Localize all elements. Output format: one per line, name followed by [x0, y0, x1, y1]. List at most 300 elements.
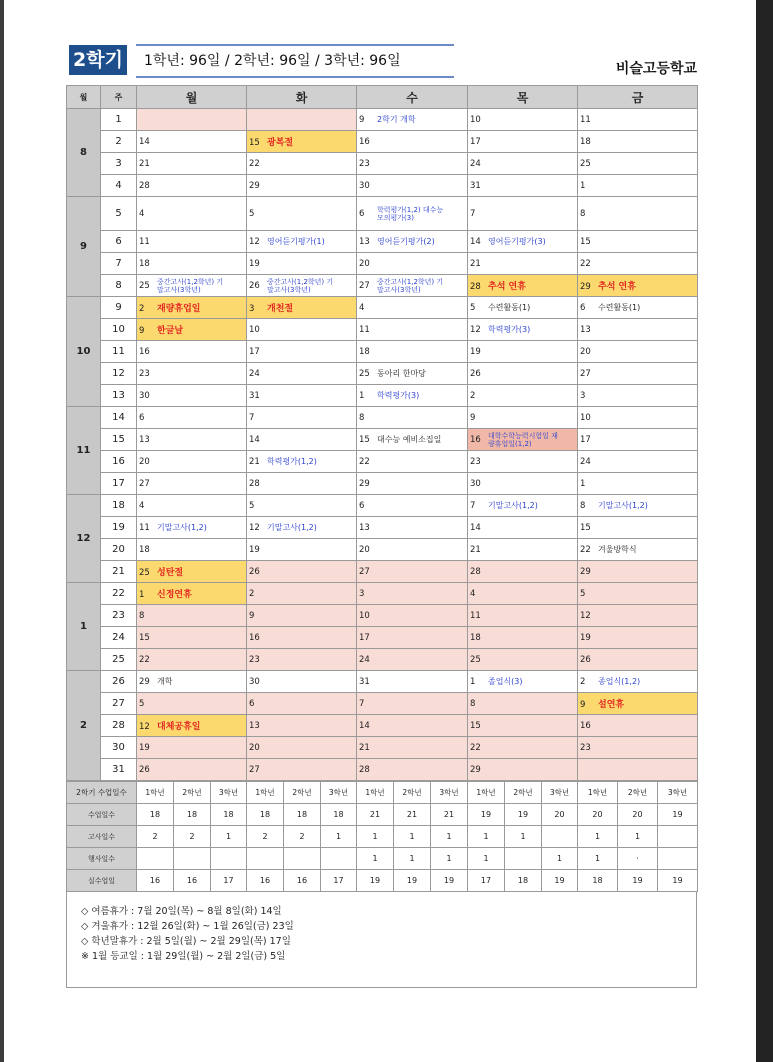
day-cell-fri	[578, 715, 698, 737]
event-label: 설연휴	[598, 700, 625, 710]
stats-value: 17	[211, 870, 247, 892]
day-cell-tue	[247, 341, 357, 363]
day-number: 7	[359, 698, 365, 709]
day-number: 2	[249, 588, 255, 599]
grade-header: 2학년	[174, 782, 211, 804]
day-cell-mon	[137, 605, 247, 627]
day-cell-mon	[137, 715, 247, 737]
day-cell-mon	[137, 429, 247, 451]
day-cell-thu	[468, 583, 578, 605]
week-number: 17	[101, 473, 137, 495]
week-number: 12	[101, 363, 137, 385]
day-cell-tue	[247, 759, 357, 781]
day-cell-thu	[468, 715, 578, 737]
day-cell-fri	[578, 231, 698, 253]
grade-header: 1학년	[357, 782, 394, 804]
stats-value: 20	[618, 804, 658, 826]
day-cell-thu	[468, 605, 578, 627]
day-number: 29	[139, 677, 150, 687]
day-number: 29	[580, 566, 591, 577]
stats-value: 2	[247, 826, 284, 848]
day-cell-tue	[247, 231, 357, 253]
day-number: 29	[359, 478, 370, 489]
day-cell-fri	[578, 539, 698, 561]
school-name: 비슬고등학교	[615, 61, 697, 77]
stats-value: 18	[211, 804, 247, 826]
stats-value: 16	[247, 870, 284, 892]
stats-value: 18	[321, 804, 357, 826]
day-cell-wed	[357, 759, 468, 781]
week-number: 16	[101, 451, 137, 473]
day-number: 17	[470, 136, 481, 147]
week-row	[67, 109, 698, 131]
document-page	[4, 0, 756, 1062]
event-label: 기말고사(1,2)	[157, 523, 207, 532]
day-number: 5	[249, 500, 255, 511]
day-number: 9	[249, 610, 255, 621]
day-number: 3	[359, 588, 365, 599]
day-cell-tue	[247, 275, 357, 297]
day-cell-fri	[578, 341, 698, 363]
day-cell-wed	[357, 385, 468, 407]
day-cell-wed	[357, 319, 468, 341]
stats-value: 18	[578, 870, 618, 892]
day-cell-mon	[137, 131, 247, 153]
day-number: 14	[470, 237, 481, 247]
day-cell-mon	[137, 385, 247, 407]
day-cell-tue	[247, 363, 357, 385]
day-cell-fri	[578, 473, 698, 495]
day-number: 23	[580, 742, 591, 753]
day-header-mon: 월	[137, 86, 247, 109]
stats-row-label: 고사일수	[67, 826, 137, 848]
day-cell-fri	[578, 363, 698, 385]
stats-value: 1	[578, 826, 618, 848]
day-cell-fri	[578, 627, 698, 649]
day-cell-wed	[357, 737, 468, 759]
stats-value: 1	[357, 848, 394, 870]
day-number: 9	[359, 115, 365, 125]
event-label: 학력평가(3)	[488, 325, 531, 334]
day-cell-fri	[578, 109, 698, 131]
day-number: 22	[139, 654, 150, 665]
day-number: 18	[139, 544, 150, 555]
week-number: 4	[101, 175, 137, 197]
day-cell-tue	[247, 319, 357, 341]
stats-row-label: 수업일수	[67, 804, 137, 826]
day-cell-wed	[357, 495, 468, 517]
day-number: 26	[249, 281, 260, 291]
day-cell-tue	[247, 715, 357, 737]
day-cell-thu	[468, 451, 578, 473]
stats-value	[542, 826, 578, 848]
day-cell-tue	[247, 253, 357, 275]
event-label: 신정연휴	[157, 590, 192, 600]
day-cell-wed	[357, 175, 468, 197]
stats-value: 21	[394, 804, 431, 826]
day-number: 6	[249, 698, 255, 709]
week-number: 28	[101, 715, 137, 737]
day-number: 12	[470, 325, 481, 335]
week-row	[67, 671, 698, 693]
month-header: 월	[67, 86, 101, 109]
day-number: 20	[139, 456, 150, 467]
day-cell-fri	[578, 131, 698, 153]
day-number: 8	[359, 412, 365, 423]
stats-value: 1	[618, 826, 658, 848]
day-number: 18	[580, 136, 591, 147]
day-number: 22	[470, 742, 481, 753]
event-label: 2학기 개학	[377, 115, 416, 124]
day-cell-thu	[468, 253, 578, 275]
event-label: 광복절	[267, 138, 294, 148]
day-number: 27	[249, 764, 260, 775]
stats-value: 1	[394, 826, 431, 848]
stats-header-label: 2학기 수업일수	[67, 782, 137, 804]
day-cell-fri	[578, 197, 698, 231]
day-cell-wed	[357, 253, 468, 275]
grade-header: 1학년	[137, 782, 174, 804]
day-cell-mon	[137, 517, 247, 539]
day-number: 4	[359, 302, 365, 313]
day-number: 7	[249, 412, 255, 423]
day-number: 15	[470, 720, 481, 731]
day-cell-tue	[247, 109, 357, 131]
day-cell-thu	[468, 197, 578, 231]
month-label: 9	[67, 197, 101, 297]
day-number: 13	[249, 720, 260, 731]
day-number: 21	[470, 258, 481, 269]
event-label: 중간고사(1,2학년) 기말고사(3학년)	[267, 277, 334, 294]
day-number: 30	[249, 676, 260, 687]
event-label: 졸업식(3)	[488, 677, 523, 686]
day-number: 18	[470, 632, 481, 643]
day-number: 20	[359, 258, 370, 269]
event-label: 겨울방학식	[598, 545, 637, 554]
day-number: 12	[249, 237, 260, 247]
stats-value: 17	[321, 870, 357, 892]
day-cell-tue	[247, 473, 357, 495]
day-number: 14	[359, 720, 370, 731]
week-row	[67, 561, 698, 583]
stats-value	[137, 848, 174, 870]
day-cell-wed	[357, 341, 468, 363]
day-cell-mon	[137, 693, 247, 715]
day-cell-mon	[137, 275, 247, 297]
day-number: 23	[139, 368, 150, 379]
day-number: 20	[359, 544, 370, 555]
grade-header: 2학년	[284, 782, 321, 804]
day-cell-tue	[247, 517, 357, 539]
day-number: 8	[580, 208, 586, 219]
stats-value: 17	[468, 870, 505, 892]
stats-value	[505, 848, 542, 870]
event-label: 수련활동(1)	[488, 303, 531, 312]
event-label: 수련활동(1)	[598, 303, 641, 312]
day-cell-fri	[578, 319, 698, 341]
day-number: 26	[139, 764, 150, 775]
day-number: 16	[359, 136, 370, 147]
stats-value	[174, 848, 211, 870]
event-label: 학력평가(1,2)	[267, 457, 317, 466]
day-number: 19	[249, 258, 260, 269]
stats-value: 20	[578, 804, 618, 826]
grade-header: 3학년	[542, 782, 578, 804]
day-cell-tue	[247, 605, 357, 627]
week-number: 30	[101, 737, 137, 759]
day-cell-thu	[468, 693, 578, 715]
day-number: 16	[580, 720, 591, 731]
day-number: 24	[470, 158, 481, 169]
day-number: 24	[580, 456, 591, 467]
day-cell-fri	[578, 275, 698, 297]
day-header-fri: 금	[578, 86, 698, 109]
stats-row-label: 실수업일	[67, 870, 137, 892]
day-number: 31	[249, 390, 260, 401]
week-row	[67, 153, 698, 175]
stats-value: 1	[578, 848, 618, 870]
week-row	[67, 363, 698, 385]
stats-value: 2	[137, 826, 174, 848]
day-cell-mon	[137, 363, 247, 385]
day-number: 17	[580, 434, 591, 445]
day-cell-fri	[578, 297, 698, 319]
week-row	[67, 319, 698, 341]
stats-value: 16	[174, 870, 211, 892]
event-label: 기말고사(1,2)	[488, 501, 538, 510]
grade-header: 1학년	[578, 782, 618, 804]
day-cell-thu	[468, 275, 578, 297]
event-label: 종업식(1,2)	[598, 677, 641, 686]
day-cell-tue	[247, 495, 357, 517]
day-number: 7	[470, 208, 476, 219]
day-number: 15	[249, 138, 260, 148]
day-number: 4	[139, 208, 145, 219]
day-number: 1	[470, 677, 476, 687]
day-cell-mon	[137, 671, 247, 693]
day-number: 19	[470, 346, 481, 357]
day-cell-fri	[578, 561, 698, 583]
day-number: 2	[580, 677, 586, 687]
stats-value: 19	[542, 870, 578, 892]
day-number: 12	[249, 523, 260, 533]
day-cell-thu	[468, 131, 578, 153]
day-number: 29	[580, 282, 591, 292]
day-cell-tue	[247, 649, 357, 671]
day-cell-wed	[357, 407, 468, 429]
event-label: 중간고사(1,2학년) 기말고사(3학년)	[377, 277, 444, 294]
day-cell-fri	[578, 495, 698, 517]
day-cell-thu	[468, 175, 578, 197]
event-label: 영어듣기평가(2)	[377, 237, 435, 246]
day-cell-wed	[357, 363, 468, 385]
day-cell-wed	[357, 649, 468, 671]
day-cell-thu	[468, 517, 578, 539]
event-label: 학력평가(1,2) 대수능모의평가(3)	[377, 205, 444, 222]
week-number: 15	[101, 429, 137, 451]
day-number: 1	[580, 180, 586, 191]
week-number: 14	[101, 407, 137, 429]
day-cell-fri	[578, 253, 698, 275]
stats-value	[658, 826, 698, 848]
day-number: 31	[470, 180, 481, 191]
day-cell-thu	[468, 319, 578, 341]
stats-value: 1	[431, 848, 468, 870]
notes-box	[66, 892, 697, 988]
day-cell-thu	[468, 737, 578, 759]
day-number: 3	[249, 304, 255, 314]
week-number: 5	[101, 197, 137, 231]
day-cell-tue	[247, 197, 357, 231]
event-label: 동아리 한마당	[377, 369, 426, 378]
day-cell-thu	[468, 385, 578, 407]
day-number: 25	[470, 654, 481, 665]
day-cell-wed	[357, 297, 468, 319]
week-row	[67, 583, 698, 605]
month-label: 2	[67, 671, 101, 781]
event-label: 대체공휴일	[157, 722, 201, 732]
week-row	[67, 693, 698, 715]
day-number: 10	[359, 610, 370, 621]
grade-header: 3학년	[431, 782, 468, 804]
day-number: 12	[580, 610, 591, 621]
day-number: 4	[470, 588, 476, 599]
event-label: 학력평가(3)	[377, 391, 420, 400]
day-number: 13	[359, 522, 370, 533]
day-number: 25	[139, 568, 150, 578]
day-cell-wed	[357, 473, 468, 495]
day-number: 14	[139, 136, 150, 147]
day-number: 11	[139, 236, 150, 247]
week-number: 6	[101, 231, 137, 253]
stats-table	[66, 781, 698, 892]
week-row	[67, 341, 698, 363]
day-number: 21	[470, 544, 481, 555]
week-number: 23	[101, 605, 137, 627]
stats-value: 1	[505, 826, 542, 848]
day-number: 5	[139, 698, 145, 709]
day-cell-fri	[578, 605, 698, 627]
week-number: 18	[101, 495, 137, 517]
event-label: 재량휴업일	[157, 304, 201, 314]
week-row	[67, 429, 698, 451]
week-row	[67, 175, 698, 197]
event-label: 추석 연휴	[488, 282, 526, 292]
day-cell-tue	[247, 153, 357, 175]
stats-value: 19	[468, 804, 505, 826]
day-cell-mon	[137, 737, 247, 759]
day-cell-tue	[247, 561, 357, 583]
event-label: 중간고사(1,2학년) 기말고사(3학년)	[157, 277, 224, 294]
stats-value: 19	[658, 870, 698, 892]
week-row	[67, 715, 698, 737]
day-number: 28	[470, 282, 481, 292]
day-cell-thu	[468, 341, 578, 363]
day-cell-mon	[137, 153, 247, 175]
stats-row	[67, 826, 698, 848]
event-label: 추석 연휴	[598, 282, 636, 292]
week-number: 21	[101, 561, 137, 583]
day-number: 1	[139, 590, 145, 600]
day-cell-thu	[468, 539, 578, 561]
day-number: 11	[359, 324, 370, 335]
day-number: 6	[359, 500, 365, 511]
day-cell-thu	[468, 473, 578, 495]
day-cell-mon	[137, 495, 247, 517]
day-cell-fri	[578, 407, 698, 429]
day-cell-fri	[578, 153, 698, 175]
day-cell-fri	[578, 759, 698, 781]
day-number: 6	[139, 412, 145, 423]
stats-value	[247, 848, 284, 870]
day-number: 9	[580, 700, 586, 710]
day-number: 15	[139, 632, 150, 643]
stats-value: 2	[284, 826, 321, 848]
stats-value: 16	[284, 870, 321, 892]
day-cell-thu	[468, 649, 578, 671]
stats-value: ·	[618, 848, 658, 870]
day-cell-wed	[357, 715, 468, 737]
week-row	[67, 407, 698, 429]
day-cell-wed	[357, 275, 468, 297]
day-cell-mon	[137, 451, 247, 473]
day-cell-mon	[137, 539, 247, 561]
term-badge: 2학기	[69, 45, 127, 75]
day-number: 26	[249, 566, 260, 577]
day-cell-tue	[247, 407, 357, 429]
day-cell-tue	[247, 297, 357, 319]
week-row	[67, 759, 698, 781]
calendar-table	[66, 85, 698, 781]
stats-value: 21	[431, 804, 468, 826]
day-number: 22	[249, 158, 260, 169]
day-number: 18	[139, 258, 150, 269]
note-line: ◇ 여름휴가 : 7월 20일(목) ~ 8월 8일(화) 14일	[81, 906, 282, 917]
day-cell-mon	[137, 649, 247, 671]
week-row	[67, 231, 698, 253]
day-number: 14	[249, 434, 260, 445]
event-label: 대학수학능력시험일 재량휴업일(1,2)	[488, 431, 558, 448]
day-header-thu: 목	[468, 86, 578, 109]
stats-row	[67, 848, 698, 870]
day-number: 31	[359, 676, 370, 687]
day-number: 18	[359, 346, 370, 357]
day-number: 2	[139, 304, 145, 314]
day-number: 15	[580, 522, 591, 533]
stats-row	[67, 804, 698, 826]
week-number: 27	[101, 693, 137, 715]
stats-value: 19	[658, 804, 698, 826]
day-number: 20	[580, 346, 591, 357]
grade-header: 1학년	[468, 782, 505, 804]
day-cell-wed	[357, 153, 468, 175]
day-cell-wed	[357, 561, 468, 583]
day-cell-thu	[468, 153, 578, 175]
day-number: 27	[139, 478, 150, 489]
day-cell-mon	[137, 583, 247, 605]
day-cell-thu	[468, 429, 578, 451]
day-number: 3	[580, 390, 586, 401]
day-cell-mon	[137, 473, 247, 495]
week-row	[67, 385, 698, 407]
day-number: 15	[359, 435, 370, 445]
week-number: 22	[101, 583, 137, 605]
day-cell-thu	[468, 561, 578, 583]
week-header: 주	[101, 86, 137, 109]
stats-value: 1	[431, 826, 468, 848]
calendar-header-row	[67, 86, 698, 109]
calendar-document	[66, 40, 697, 988]
